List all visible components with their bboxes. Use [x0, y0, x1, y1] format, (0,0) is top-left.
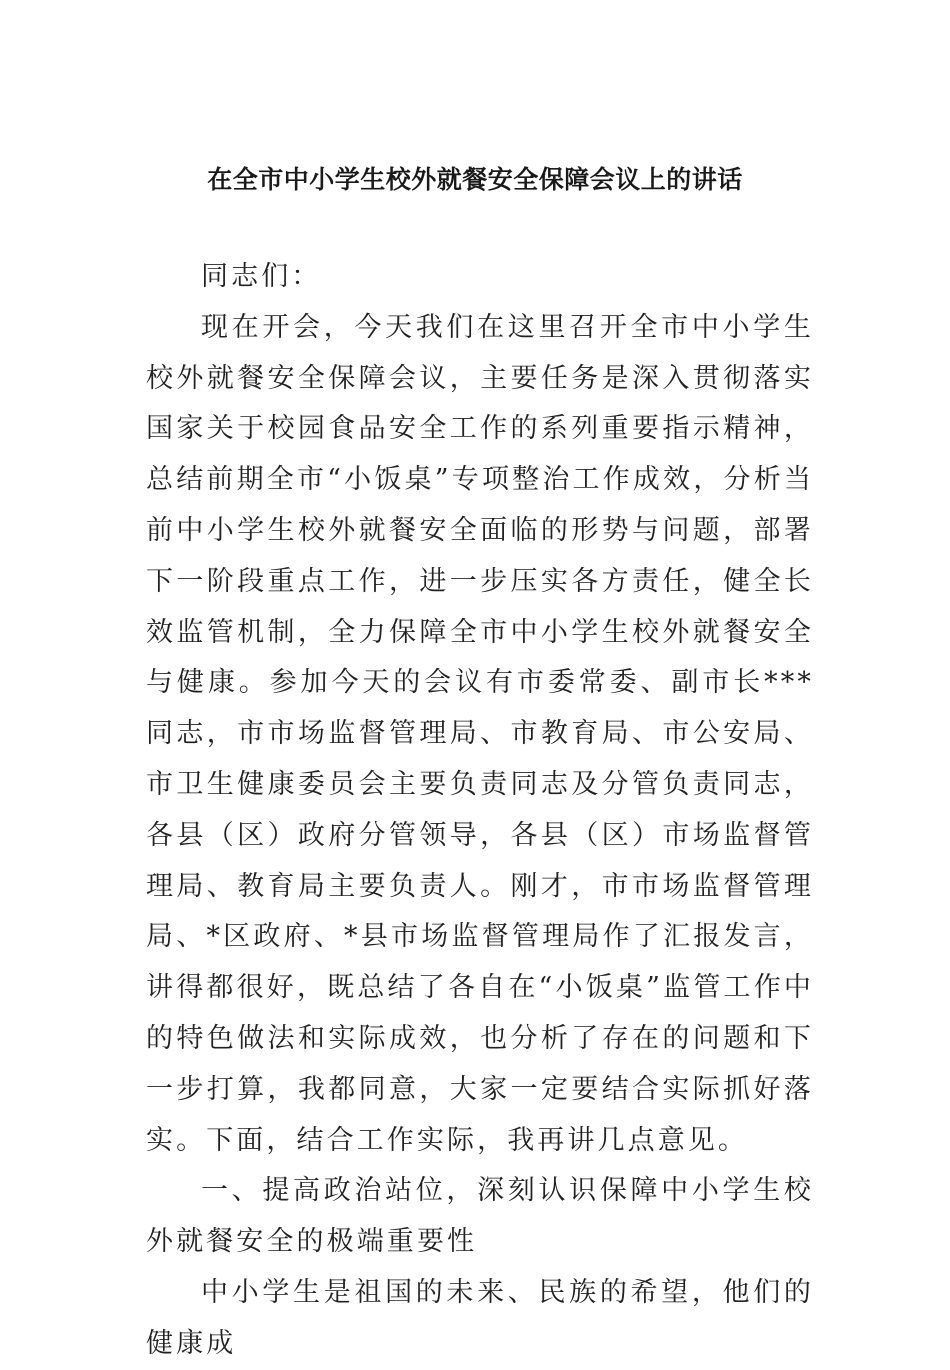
document-title: 在全市中小学生校外就餐安全保障会议上的讲话 — [207, 165, 743, 194]
section-heading: 一、提高政治站位，深刻认识保障中小学生校外就餐安全的极端重要性 — [146, 1175, 814, 1258]
document-body — [146, 252, 814, 1370]
opening-paragraph: 现在开会，今天我们在这里召开全市中小学生校外就餐安全保障会议，主要任务是深入贯彻落实国家关于校园食品安全工作的系列重要指示精神，总结前期全市“小饭桌”专项整治工作成效，分析当前中小学生校外就餐安全面临的形势与问题，部署下一阶段重点工作，进一步压实各方责任，健全长效监管机制，全力保障全市中小学生校外就餐安全与健康。参加今天的会议有市委常委、副市长***同志，市市场监督管理局、市教育局、市公安局、市卫生健康委员会主要负责同志及分管负责同志，各县（区）政府分管领导，各县（区）市场监督管理局、教育局主要负责人。刚才，市市场监督管理局、*区政府、*县市场监督管理局作了汇报发言，讲得都很好，既总结了各自在“小饭桌”监管工作中的特色做法和实际成效，也分析了存在的问题和下一步打算，我都同意，大家一定要结合实际抓好落实。下面，结合工作实际，我再讲几点意见。 — [146, 311, 814, 1156]
section-paragraph: 中小学生是祖国的未来、民族的希望，他们的健康成 — [146, 1276, 814, 1359]
greeting: 同志们： — [201, 261, 322, 292]
